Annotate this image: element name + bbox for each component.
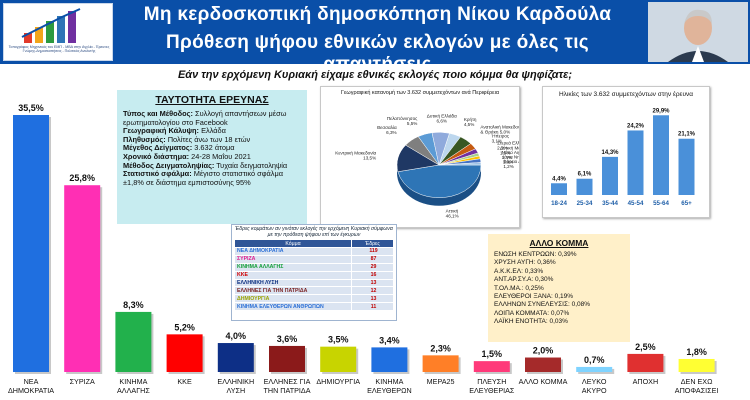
identity-row: Μέγεθος Δείγματος: 3.632 άτομα	[123, 143, 235, 153]
party-label: ΑΠΟΧΗ	[632, 377, 659, 386]
seats-header-seats: Έδρες	[352, 240, 394, 248]
vote-value-label: 3,6%	[276, 333, 298, 344]
seats-row	[235, 279, 394, 287]
vote-bar-group	[367, 335, 412, 395]
pie-slice-label: Δυτική Μ 1,5%	[499, 145, 519, 156]
identity-row: Γεωγραφική Κάλυψη: Ελλάδα	[123, 126, 226, 136]
vote-value-label: 3,5%	[327, 334, 349, 345]
other-party-item: ΑΝΤ.ΑΡ.ΣΥ.Α: 0,30%	[494, 276, 554, 284]
other-party-title: ΑΛΛΟ ΚΟΜΜΑ	[529, 238, 589, 248]
age-chart-title: Ηλικίες των 3.632 συμμετεχόντων στην έρευνα	[558, 91, 694, 98]
survey-question: Εάν την ερχόμενη Κυριακή είχαμε εθνικές εκλογές ποιο κόμμα θα ψηφίζατε;	[177, 69, 573, 81]
other-party-item: Α.Κ.Κ.ΕΛ: 0,33%	[494, 267, 544, 275]
age-category-label: 55-64	[653, 200, 669, 207]
party-label: ΑΛΛΟ ΚΟΜΜΑ	[518, 377, 568, 386]
party-label: ΛΕΥΚΟ	[581, 377, 607, 386]
vote-value-label: 35,5%	[18, 103, 44, 113]
seats-row	[235, 248, 394, 256]
vote-bar	[423, 355, 459, 372]
seats-count: 12	[352, 287, 394, 295]
age-bar	[679, 139, 695, 195]
age-category-label: 65+	[681, 200, 692, 207]
party-label: ΣΥΡΙΖΑ	[69, 377, 95, 386]
vote-value-label: 2,3%	[430, 343, 451, 354]
pie-slice-label: Στερεά Ελλ 2,2%	[497, 140, 519, 151]
vote-bar	[474, 361, 510, 372]
age-value-label: 4,4%	[552, 176, 566, 183]
pie-slice-label: Κρήτη 4,5%	[463, 117, 477, 128]
vote-bar-group	[167, 322, 205, 386]
seats-party-name: ΚΙΝΗΜΑ ΕΛΕΥΘΕΡΩΝ ΑΝΘΡΩΠΩΝ	[235, 303, 352, 311]
vote-bar-group	[423, 343, 461, 386]
age-value-label: 29,9%	[652, 108, 670, 115]
identity-row: Μέθοδος Δειγματοληψίας: Τυχαία δειγματοληψία	[123, 160, 288, 170]
party-label: ΚΚΕ	[177, 377, 192, 386]
party-label: ΚΙΝΗΜΑ	[375, 377, 404, 386]
seats-party-name: ΕΛΛΗΝΙΚΗ ΛΥΣΗ	[235, 279, 352, 287]
seats-row	[235, 303, 394, 311]
vote-bar	[627, 354, 663, 372]
identity-row: Χρονικό διάστημα: 24-28 Μαΐου 2021	[123, 151, 251, 161]
age-value-label: 14,3%	[601, 149, 619, 156]
vote-value-label: 2,5%	[635, 341, 656, 352]
age-bar	[577, 179, 593, 195]
seats-count: 13	[352, 279, 394, 287]
other-party-item: ΧΡΥΣΗ ΑΥΓΗ: 0,36%	[494, 259, 556, 267]
vote-bar-group	[64, 173, 102, 386]
age-category-label: 18-24	[551, 200, 567, 207]
pie-slice-label: Νότιο Αι 1,4%	[501, 149, 518, 160]
seats-party-name: ΔΗΜΙΟΥΡΓΙΑ	[235, 295, 352, 303]
pie-slice-label: Αττική 46,1%	[445, 208, 459, 219]
party-label: ΜΕΡΑ25	[426, 377, 455, 386]
vote-bar	[167, 334, 203, 372]
region-pie-panel	[320, 86, 520, 228]
party-label: ΕΛΕΥΘΕΡΙΑΣ	[469, 386, 515, 395]
party-label: ΝΕΑ	[23, 377, 39, 386]
vote-value-label: 0,7%	[583, 354, 605, 365]
vote-bar	[576, 367, 612, 372]
region-chart-title: Γεωγραφική κατανομή των 3.632 συμμετεχόντων ανά Περιφέρεια	[340, 90, 500, 96]
seats-count: 11	[352, 303, 394, 311]
identity-row: Τύπος και Μέθοδος: Συλλογή απαντήσεων μέσω ερωτηματολογίου στο Facebook	[123, 109, 287, 127]
seats-count: 119	[352, 248, 394, 256]
seats-row	[235, 263, 394, 271]
age-bar	[653, 115, 669, 195]
vote-bar-group	[469, 349, 515, 395]
identity-row: Στατιστικό σφάλμα: Μέγιστο στατιστικό σφάλμα ±1,8% σε διάστημα εμπιστοσύνης 95%	[123, 169, 284, 187]
party-label: ΔΗΜΟΚΡΑΤΙΑ	[7, 386, 55, 395]
vote-bar-group	[519, 346, 568, 386]
age-category-label: 25-34	[576, 200, 593, 207]
age-value-label: 21,1%	[677, 131, 696, 138]
seats-header-party: Κόμμα	[235, 240, 352, 248]
vote-bar-group	[627, 342, 665, 386]
age-bar	[551, 183, 567, 195]
party-label: ΕΛΛΗΝΕΣ ΓΙΑ	[263, 377, 311, 386]
vote-bar	[679, 359, 715, 372]
other-party-item: Τ.ΟΛ.ΜΑ.: 0,25%	[494, 284, 544, 292]
vote-bar-group	[576, 355, 614, 395]
party-label: ΚΙΝΗΜΑ	[119, 377, 148, 386]
age-bar	[602, 157, 618, 195]
vote-value-label: 25,8%	[69, 173, 95, 184]
seats-row	[235, 295, 394, 303]
pie-slice-label: Ιόνια Νη 1,8%	[502, 154, 519, 165]
seats-caption: Έδρες κομμάτων αν γινόταν εκλογές την ερχόμενη Κυριακή σύμφωνα με την πρόθεση ψήφου επί των έγκυρων	[235, 226, 393, 238]
party-label: ΕΛΛΗΝΙΚΗ	[217, 377, 255, 386]
pie-slice-label: Δυτική Ελλάδα 6,6%	[426, 113, 457, 124]
vote-value-label: 1,5%	[481, 349, 503, 360]
vote-bar	[525, 358, 561, 372]
seats-panel	[231, 224, 397, 321]
logo-caption: Τοπογράφος Μηχανικός του ΕΜΠ - MBA στην Αγγλία - Έρευνες Γνώμης-Δημοσκοπήσεις - Πολιτικός Αναλυτής	[8, 45, 110, 54]
seats-count: 87	[352, 255, 394, 263]
vote-bar	[269, 346, 305, 372]
age-value-label: 6,1%	[577, 171, 592, 178]
vote-bar-group	[8, 103, 54, 395]
vote-value-label: 3,4%	[379, 335, 400, 346]
age-category-label: 35-44	[602, 200, 618, 207]
party-label: ΔΕΝ ΕΧΩ	[680, 377, 713, 386]
age-bar	[628, 130, 644, 195]
pie-slice-label: Βόρειο 1,2%	[503, 159, 518, 170]
vote-bar	[115, 312, 151, 372]
age-bar-chart	[543, 87, 709, 217]
seats-party-name: ΣΥΡΙΖΑ	[235, 255, 352, 263]
vote-bar	[13, 115, 49, 372]
age-category-label: 45-54	[627, 200, 644, 207]
vote-value-label: 1,8%	[686, 346, 707, 357]
party-label: ΑΛΛΑΓΗΣ	[117, 386, 150, 395]
vote-value-label: 4,0%	[225, 331, 247, 342]
vote-bar-group	[217, 331, 255, 395]
seats-party-name: ΚΚΕ	[235, 271, 352, 279]
vote-bar	[64, 185, 100, 372]
party-label: ΤΗΝ ΠΑΤΡΙΔΑ	[263, 386, 311, 395]
seats-row	[235, 271, 394, 279]
page-title: Μη κερδοσκοπική δημοσκόπηση Νίκου Καρδούλα	[143, 4, 612, 25]
seats-count: 29	[352, 263, 394, 271]
pie-slice-label: Πελοπόννησος 5,5%	[386, 116, 418, 127]
other-party-panel	[488, 234, 630, 342]
vote-bar-group	[675, 347, 719, 395]
vote-bar	[320, 347, 356, 372]
vote-value-label: 5,2%	[174, 322, 195, 333]
age-value-label: 24,2%	[626, 123, 645, 130]
region-pie-chart	[321, 87, 519, 227]
seats-party-name: ΕΛΛΗΝΕΣ ΓΙΑ ΤΗΝ ΠΑΤΡΙΔΑ	[235, 287, 352, 295]
other-party-item: ΕΝΩΣΗ ΚΕΝΤΡΩΩΝ: 0,39%	[494, 251, 577, 258]
vote-bar-group	[115, 300, 153, 395]
seats-table	[234, 239, 394, 311]
party-label: ΑΠΟΦΑΣΙΣΕΙ	[674, 386, 719, 395]
seats-count: 13	[352, 295, 394, 303]
other-party-item: ΛΑΪΚΗ ΕΝΟΤΗΤΑ: 0,03%	[494, 318, 568, 326]
vote-bar	[371, 347, 407, 372]
party-label: ΕΛΕΥΘΕΡΩΝ	[367, 386, 412, 395]
pie-slice-label: Θεσσαλία 6,3%	[376, 125, 397, 136]
party-label: ΠΛΕΥΣΗ	[477, 377, 507, 386]
pie-slice-label: Ανατολική Μακεδο & Θράκη 5,0%	[480, 124, 518, 135]
vote-value-label: 2,0%	[532, 345, 554, 356]
seats-count: 16	[352, 271, 394, 279]
vote-value-label: 8,3%	[123, 299, 144, 310]
party-label: ΛΥΣΗ	[226, 386, 246, 395]
pie-slice-label: Κεντρική Μακεδονία 13,5%	[335, 150, 377, 161]
seats-row	[235, 287, 394, 295]
age-chart-panel	[542, 86, 710, 218]
pie-slice-label: Ήπειρος 3,1%	[491, 133, 510, 144]
party-label: ΑΚΥΡΟ	[581, 386, 607, 395]
seats-party-name: ΚΙΝΗΜΑ ΑΛΛΑΓΗΣ	[235, 263, 352, 271]
other-party-item: ΛΟΙΠΑ ΚΟΜΜΑΤΑ: 0,07%	[494, 309, 570, 317]
vote-bar	[218, 343, 254, 372]
seats-row	[235, 255, 394, 263]
party-label: ΔΗΜΙΟΥΡΓΙΑ	[316, 377, 361, 386]
page-subtitle: Πρόθεση ψήφου εθνικών εκλογών με όλες τις απαντήσεις	[166, 32, 589, 75]
other-party-item: ΕΛΕΥΘΕΡΟΙ ΞΑΝΑ: 0,19%	[494, 293, 574, 301]
vote-bar-group	[264, 334, 311, 395]
survey-identity-panel	[117, 90, 307, 224]
vote-bar-group	[316, 335, 360, 386]
identity-row: Πληθυσμός: Πολίτες άνω των 18 ετών	[123, 134, 251, 144]
other-party-item: ΕΛΛΗΝΩΝ ΣΥΝΕΛΕΥΣΙΣ: 0,08%	[494, 301, 591, 309]
seats-party-name: ΝΕΑ ΔΗΜΟΚΡΑΤΙΑ	[235, 248, 352, 256]
survey-identity-title: ΤΑΥΤΟΤΗΤΑ ΕΡΕΥΝΑΣ	[155, 94, 269, 106]
